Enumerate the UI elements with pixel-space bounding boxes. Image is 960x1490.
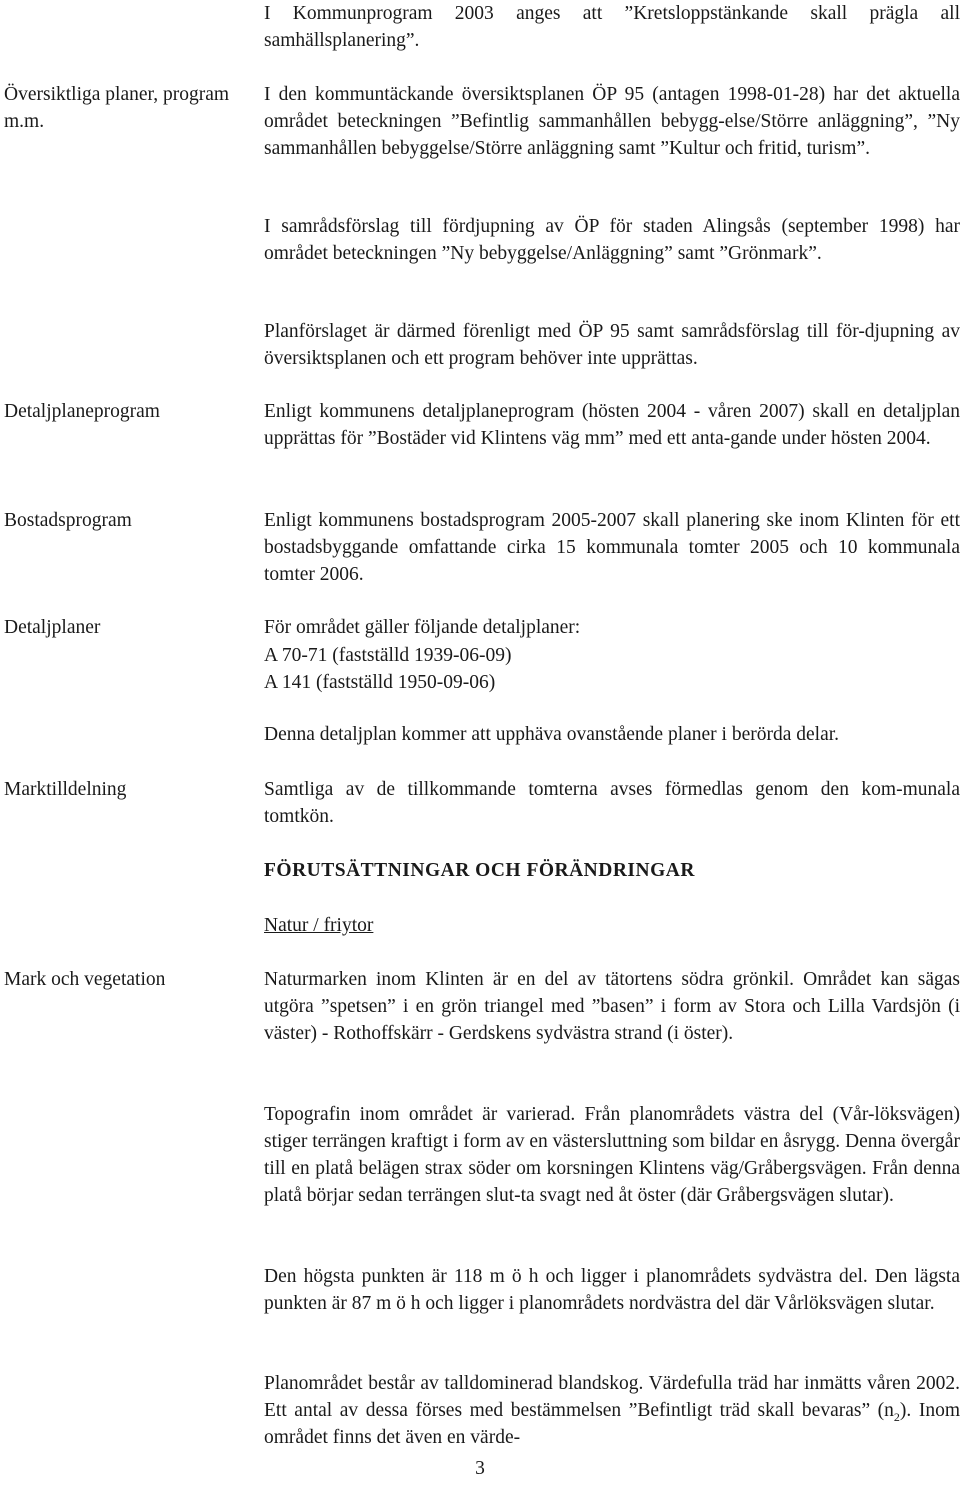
detaljplan-item: A 141 (fastställd 1950-09-06) (264, 672, 496, 693)
mark-paragraph-4-a: Planområdet består av talldominerad blandskog. Värdefulla träd har inmätts våren 2002. Ett antal av dessa förses med bestämmelsen ”Befintligt träd skall bevaras” (n (264, 1373, 960, 1421)
label-detaljplaneprogram: Detaljplaneprogram (4, 401, 160, 422)
mark-paragraph-2: Topografin inom området är varierad. Från planområdets västra del (Vår-löksvägen) stiger terrängen kraftigt i form av en västersluttning som bildar en åsrygg. Denna övergår till en platå belägen strax söder om korsningen Klintens väg/Gråbergsvägen. Från denna platå börjar sedan terrängen slut-ta svagt ned åt öster (där Gråbergsvägen slutar). (264, 1104, 960, 1206)
detaljplan-item: A 70-71 (fastställd 1939-06-09) (264, 645, 512, 666)
page-number: 3 (475, 1458, 485, 1479)
mark-paragraph-4-b: ). Inom området finns det även en värde- (264, 1400, 960, 1448)
label-bostadsprogram: Bostadsprogram (4, 510, 132, 531)
section-heading: FÖRUTSÄTTNINGAR OCH FÖRÄNDRINGAR (264, 860, 695, 881)
mark-paragraph-3: Den högsta punkten är 118 m ö h och ligger i planområdets sydvästra del. Den lägsta punkten är 87 m ö h och ligger i planområdets nordvästra del där Vårlöksvägen slutar. (264, 1266, 960, 1314)
subsection-heading: Natur / friytor (264, 915, 374, 936)
label-marktilldelning: Marktilldelning (4, 779, 127, 800)
marktilldelning-paragraph: Samtliga av de tillkommande tomterna avses förmedlas genom den kom-munala tomtkön. (264, 779, 960, 827)
mark-paragraph-4 (264, 1370, 960, 1451)
intro-paragraph: I Kommunprogram 2003 anges att ”Kretsloppstänkande skall prägla all samhällsplanering”. (264, 3, 960, 51)
oversiktliga-paragraph-1: I den kommuntäckande översiktsplanen ÖP 95 (antagen 1998-01-28) har det aktuella området beteckningen ”Befintlig sammanhållen bebygg-else/Större anläggning”, ”Ny sammanhållen bebyggelse/Större anläggning samt ”Kultur och fritid, turism”. (264, 84, 960, 159)
label-detaljplaner: Detaljplaner (4, 617, 101, 638)
subscript-2: 2 (893, 1409, 900, 1424)
mark-paragraph-1: Naturmarken inom Klinten är en del av tätortens södra grönkil. Området kan sägas utgöra ”spetsen” i en grön triangel med ”basen” i form av Stora och Lilla Vardsjön (i väster) - Rothoffskärr - Gerdskens sydvästra strand (i öster). (264, 969, 960, 1044)
detaljplaner-note: Denna detaljplan kommer att upphäva ovanstående planer i berörda delar. (264, 724, 840, 745)
detaljplaner-intro: För området gäller följande detaljplaner: (264, 617, 581, 638)
detaljplaneprogram-paragraph: Enligt kommunens detaljplaneprogram (hösten 2004 - våren 2007) skall en detaljplan upprättas för ”Bostäder vid Klintens väg mm” med ett anta-gande under hösten 2004. (264, 401, 960, 449)
oversiktliga-paragraph-3: Planförslaget är därmed förenligt med ÖP 95 samt samrådsförslag till för-djupning av översiktsplanen och ett program behöver inte upprättas. (264, 321, 960, 369)
label-oversiktliga-planer: Översiktliga planer, program m.m. (4, 84, 230, 132)
oversiktliga-paragraph-2: I samrådsförslag till fördjupning av ÖP för staden Alingsås (september 1998) har området beteckningen ”Ny bebyggelse/Anläggning” samt ”Grönmark”. (264, 216, 960, 264)
bostadsprogram-paragraph: Enligt kommunens bostadsprogram 2005-2007 skall planering ske inom Klinten för ett bostadsbyggande omfattande cirka 15 kommunala tomter 2005 och 10 kommunala tomter 2006. (264, 510, 960, 585)
label-mark-och-vegetation: Mark och vegetation (4, 969, 166, 990)
